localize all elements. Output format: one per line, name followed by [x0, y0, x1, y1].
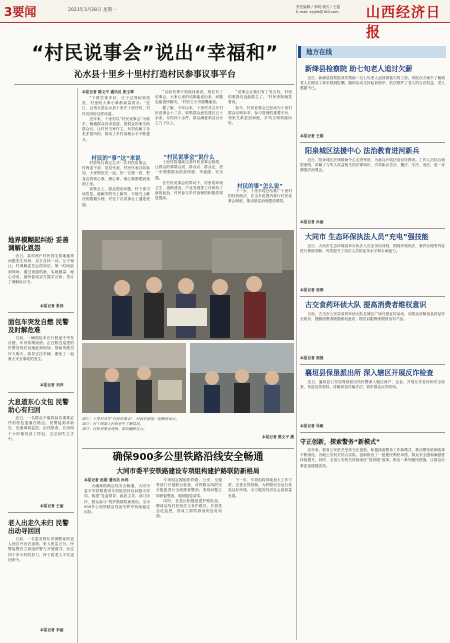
column-divider	[77, 88, 78, 643]
bottom-article-col2: 专项组定期组织铁路、公安、交通等部门开展联合检查，对铁路沿线的安全隐患进行全面排查整治，发现问题立即督促整改，做到隐患清零。 同时，各县区积极组建护路队伍，聘请沿线村民担任义务护路员，开展常态化巡逻，形成了群防群治的良好局面。	[156, 478, 222, 519]
date-line: 2023年3月28日 星期一	[68, 8, 117, 13]
left-item-text-4: 日前，一名患有阿尔茨海默症的老人独自外出后迷路，家人焦急万分。民警接警后立即组织警力开展搜寻，经过四个多小时的努力，终于将老人平安送回家中。	[8, 537, 74, 562]
right-item-text-5: 近日，襄垣县公安局保垦派出所民警深入辖区商户、企业，开展反诈宣传和安全检查，发放宣传资料，讲解常见诈骗手法，筑牢群众反诈防线。	[300, 380, 445, 390]
right-item-text-4: 日前，古交市公安局食药环侦大队在城区广场开展宣传活动，向群众讲解食品药品安全知识，提醒消费者增强维权意识，擦亮双眼辨别假冒伪劣产品。	[300, 312, 445, 322]
bottom-article-subheadline: 大同市委平安铁路建设专项组构建护路联防新格局	[116, 467, 260, 475]
bottom-article-byline: 本报记者 赵刚 通讯员 孙伟	[84, 478, 129, 482]
right-item-text-1: 近日，新绛县检察院成功帮助一名七旬老人追回被拖欠的工资。该院在办案中了解到老人长期务工却未领到报酬，随即启动支持起诉程序，依法维护了老人的合法权益，老人感激不已。	[300, 76, 445, 91]
left-item-byline-2: 本报记者 刘洋	[40, 383, 64, 387]
left-item-byline-4: 本报记者 李丽	[40, 628, 64, 632]
right-item-byline-3: 本报记者 周涛	[300, 288, 324, 292]
left-item-headline-3: 大息道东心文包 民警助心有归回	[8, 398, 69, 414]
lead-article-col2: “以前有事不知道找谁说，现在有了说事会，大家心里的话都能说出来，问题也能很快解决。”村民王大爷感慨地说。 据了解，今年以来，十里村共召开村民说事会十二次，收集群众意见建议五十余条，办结四十余件，群众满意率达百分之九十以上。	[155, 90, 223, 126]
right-item-headline-4: 古交食药环侦大队 提高消费者维权意识	[305, 301, 427, 309]
left-item-text-1: 近日，某村两户村民因宅基地地界问题发生纠纷，双方各执一词，互不相让。村调解委员会得知后，第一时间赶到现场，通过查阅档案、实地测量、耐心劝说，最终促成双方握手言和，签订了调解协议书。	[8, 254, 74, 285]
lead-article-col2-cont: 十里村将继续完善村民说事会制度，让群众的事群众说、群众议、群众定，进一步增强群众的获得感、幸福感、安全感。 在村民说事会的带动下，村里的环境卫生、道路建设、产业发展等工作都有了新的起色，村民参与乡村治理的积极性明显提高。	[155, 160, 223, 201]
right-item-text-2: 近日，阳泉城区法律援助中心走进军营，为新兵开展法治宣传教育。工作人员结合典型案例，讲解了与军人权益相关的法律知识，引导新兵学法、懂法、守法、用法，进一步增强法治观念。	[300, 158, 445, 173]
photo-block	[82, 230, 294, 445]
divider	[8, 512, 74, 513]
photo-credit: 本报记者 陈文平 摄	[261, 435, 294, 439]
divider	[14, 84, 294, 85]
left-item-headline-2: 面包车突发自燃 民警及时解危难	[8, 318, 69, 334]
left-item-headline-1: 地界模糊起纠纷 妥善调解化恩怨	[8, 236, 69, 252]
contact-info: 责任编辑 / 李明 版式 / 王磊 E-mail: sxjjrb@163.com	[296, 5, 341, 14]
lead-article-col3-cont: 下一步，十里乡将总结推广十里村的经验做法，在全乡范围内推行村民说事会制度，推动基层治理提质增效。	[228, 189, 292, 204]
right-item-text-6: 近年来，我省公安机关坚持守正创新，积极探索警务工作新模式，推动警务机制改革不断深化。各地公安机关结合实际，创新推出了一批便民利民举措，群众安全感和满意度持续提升。同时，全省公安机关持续深化“放管服”改革，推出一系列便民措施，让群众办事更加便捷高效。	[300, 448, 445, 468]
right-item-headline-6: 守正创新，探索警务“新模式”	[300, 439, 380, 446]
divider	[300, 296, 445, 297]
left-item-text-2: 日前，一辆面包车在行驶途中突发自燃，车内浓烟滚滚。正在附近巡逻的民警发现后迅速赶到现场，帮助驾驶员扑灭明火，疏导过往车辆，避免了一起重大安全事故的发生。	[8, 336, 74, 361]
divider	[300, 142, 445, 143]
lead-article-subhead-2: “村民说事会”说什么	[163, 155, 215, 161]
right-item-headline-5: 襄垣县保垦派出所 深入辖区开展反诈检查	[305, 369, 434, 377]
bottom-article-col1: 为确保铁路沿线安全畅通，大同市委平安铁路建设专项组坚持以问题为导向，构建“党委领导、政府主导、部门协作、群众参与”的护路联防新格局，全市900多公里铁路沿线治安秩序持续稳定向好。	[84, 484, 150, 515]
lead-article-col1: “干群关系多好，日子过得和和美美，村里的大事小事都商量着办。”近日，记者走进沁水县十里乡十里村时，村民们纷纷这样说道。 近年来，十里村以“村民说事会”为抓手，畅通群众诉求渠道，把群众的事交给群众议，让村民当家作主，有效化解了各类矛盾纠纷，推动了乡村治理水平不断提升。	[82, 96, 150, 142]
newspaper-masthead: 山西经济日报	[366, 5, 441, 41]
left-item-headline-4: 老人出走久未归 民警出动寻回回	[8, 519, 69, 535]
section-label: 地方在线	[306, 48, 332, 56]
page-number: 3要闻	[4, 5, 37, 19]
right-item-byline-2: 本报记者 孙丽	[300, 220, 324, 224]
lead-article-col3: “说事会让我们有了发言权，村里的事我们也能做主了。”村民李阿姨笑着说。 如今，村民说事会已经成为十里村群众反映诉求、参与管理的重要平台，邻里关系更加和睦，乡风文明持续向好。	[228, 90, 292, 126]
lead-article-subhead-1: 村民的“事”这“来说	[91, 156, 141, 162]
left-item-byline-3: 本报记者 王丽	[40, 504, 64, 508]
right-item-headline-3: 大同市 生态环保执法人员“充电”强技能	[305, 233, 429, 241]
bottom-article-headline: 确保900多公里铁路沿线安全畅通	[112, 452, 264, 463]
column-divider	[296, 44, 297, 640]
divider	[8, 312, 74, 313]
lead-article-col1-cont: 村里每月固定召开一次村民说事会，村两委干部、党员代表、村民代表共同参加，大家围坐在一起，你一言我一语，把身边的烦心事、揪心事、难心事都摆到桌面上来。 说事会上，群众提出问题，村干部当场答复，能解决的马上解决，不能马上解决的限期办理，并在下次说事会上通报进展。	[82, 161, 150, 207]
right-item-headline-2: 阳泉城区法援中心 法治教育进河新兵	[305, 147, 420, 155]
divider	[300, 228, 445, 229]
photo-collage	[82, 230, 294, 445]
right-item-byline-4: 本报记者 郭强	[300, 356, 324, 360]
lead-article-byline: 本报记者 陈文平 通讯员 张玉琴	[82, 90, 134, 94]
bottom-article-col3: 下一步，专项组将持续加大工作力度，完善长效机制，为铁路安全运行营造良好环境，全力服务经济社会高质量发展。	[228, 478, 292, 498]
divider	[300, 364, 445, 365]
divider	[8, 392, 74, 393]
lead-article-title: “村民说事会”说出“幸福和”	[31, 42, 279, 64]
lead-article-subtitle: 沁水县十里乡十里村打造村民参事议事平台	[74, 70, 236, 80]
photo-captions: 图①：十里村召开“村民说事会”，村民们围坐一起畅所欲言。 图②：村干部深入村民家中了解情况。 图③：村民说事会现场，群众踊跃发言。	[82, 417, 180, 431]
right-item-headline-1: 新绛县检察院 助七旬老人追讨欠薪	[305, 65, 413, 73]
lead-article-subhead-3: 村民的事“怎么说”	[237, 184, 283, 190]
right-item-byline-5: 本报记者 吴敏	[300, 424, 324, 428]
divider	[300, 432, 445, 433]
divider	[82, 448, 294, 449]
left-item-text-3: 近日，一名群众不慎将装有重要证件的挎包遗落在路边。民警接到求助后，迅速调取监控，沿线排查，仅用两个小时便找回了挎包，交还到失主手中。	[8, 416, 74, 441]
right-item-byline-1: 本报记者 王刚	[300, 134, 324, 138]
left-item-byline-1: 本报记者 张伟	[40, 304, 64, 308]
right-item-text-3: 近日，大同市生态环境局举办执法人员业务培训班，围绕环境执法、案件办理等内容进行系统讲解，有效提升了执法人员的业务水平和办案能力。	[300, 244, 445, 254]
